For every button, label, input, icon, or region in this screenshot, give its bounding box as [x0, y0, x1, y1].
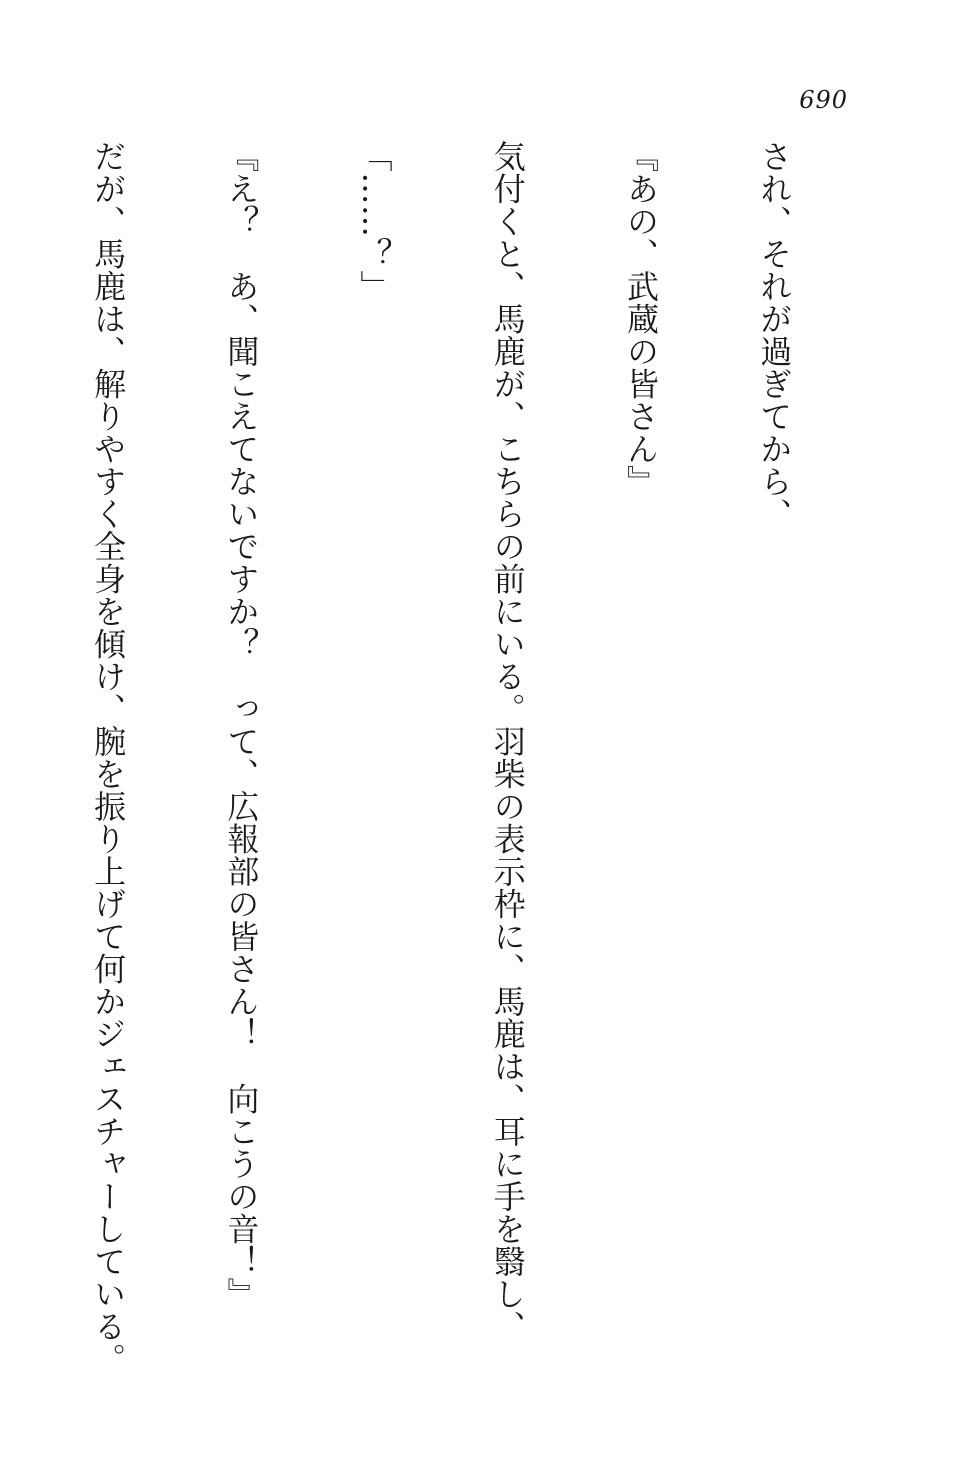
text-line: 『え？ あ、聞こえてないですか？ って、広報部の皆さん！ 向こうの音！』 [222, 140, 261, 1310]
text-line: 「……？」 [355, 140, 394, 303]
text-line: だが、馬鹿は、解りやすく全身を傾け、腕を振り上げて何かジェスチャーしている。 [89, 140, 128, 1375]
text-line: 『あの、武蔵の皆さん』 [621, 140, 660, 498]
text-line: 気付くと、馬鹿が、こちらの前にいる。羽柴の表示枠に、馬鹿は、耳に手を翳し、 [488, 140, 527, 1343]
novel-text [89, 140, 885, 1375]
text-line: され、それが過ぎてから、 [755, 140, 794, 530]
page-number: 690 [799, 86, 848, 114]
